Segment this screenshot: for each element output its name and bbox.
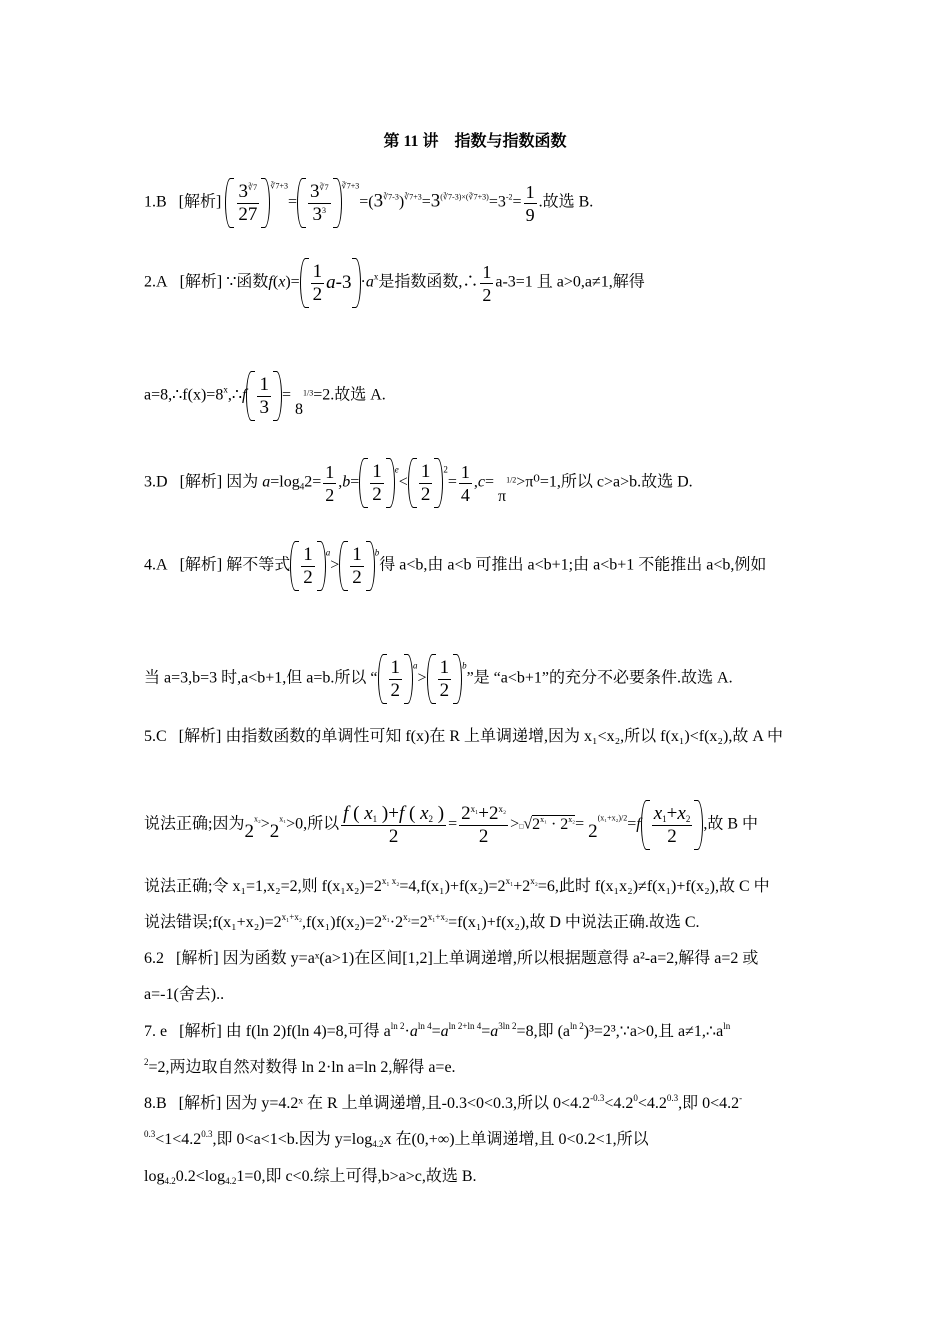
expr-paren: $\frac{3^{∛7}}{27}$ (225, 178, 270, 228)
answer-4-line-1: 4.A [解析] 解不等式 $\frac{1}{2}$ $^a$> $\frac{1}{2}$ $^b$得 a<b,由 a<b 可推出 a<b+1;由 a<b+1 不能推出 a<b,例如 (144, 541, 766, 591)
answer-8-line-1: 8.B [解析] 因为 y=4.2ˣ 在 R 上单调递增,且-0.3<0<0.3,所以 $0<4.2^{-0.3}<4.2^0<4.2^{0.3}$,即 0<4.2- (144, 1093, 743, 1112)
answer-7-line-1: 7. e [解析] 由 f(ln 2)f(ln 4)=8,可得 $a^{ln 2}\cdot a^{ln 4}=a^{ln 2+ln 4}=a^{3ln 2}=8$,即 $(a^{ln 2})^3=2^3,\because a>0$,且 $a\ne 1,\therefore a^{ln}$ (144, 1021, 731, 1040)
answer-5-line-3: 说法正确;令 x₁=1,x₂=2,则 $f(x_1x_2)=2^{x_1 x_2}=4,f(x_1)+f(x_2)=2^{x_1}+2^{x_2}=6$,此时 f(x₁x₂)≠f(x₁)+f(x₂),故 C 中 (144, 876, 770, 895)
answer-4-line-2: 当 a=3,b=3 时,a<b+1,但 a=b.所以 “ $\frac{1}{2}$ $^a$> $\frac{1}{2}$ $^b$”是 “a<b+1”的充分不必要条件.故选 A. (144, 654, 733, 704)
answer-2-line-1: 2.A [解析] ∵函数f(x)= $\frac{1}{2}$ a-3 $\cdot a^x$是指数函数,∴ $\frac{1}{2}$ a-3=1 且 a>0,a≠1,解得 (144, 258, 645, 308)
answer-7-line-2: $^2$=2,两边取自然对数得 ln 2·ln a=ln 2,解得 a=e. (144, 1057, 456, 1076)
page-title: 第 11 讲 指数与指数函数 (383, 133, 567, 150)
answer-label: 1.B (144, 193, 167, 211)
answer-6-line-2: a=-1(舍去).. (144, 986, 225, 1003)
answer-1: 1.B [解析] $\frac{3^{∛7}}{27}$ $^{∛7+3}$= $\frac{3^{∛7}}{3^3}$ $^{∛7+3}=(3^{∛7-3})^{∛7+3}=3^{(∛7-3)\times(∛7+3)}=3^{-2}=$ $\frac{1}{9}$ .故选 B. (144, 178, 593, 228)
analysis-tag: [解析] (178, 193, 222, 211)
answer-5-line-1: 5.C [解析] 由指数函数的单调性可知 f(x)在 R 上单调递增,因为 x₁<x₂,所以 f(x₁)<f(x₂),故 A 中 (144, 728, 784, 745)
answer-5-line-4: 说法错误$;f(x_1+x_2)=2^{x_1+x_2},f(x_1)f(x_2)=2^{x_1}\cdot 2^{x_2}=2^{x_1+x_2}=f(x_1)+f(x_2)$,故 D 中说法正确.故选 C. (144, 912, 700, 931)
answer-3: 3.D [解析] 因为 $a=\log_42=$ $\frac{1}{2}$ ,b= $\frac{1}{2}$ $^e$< $\frac{1}{2}$ $^2$= $\frac{1}{4}$ $,c= \pi^{1/2}>\pi^0=1$,所以 c>a>b.故选 D. (144, 458, 693, 508)
answer-8-line-2: $^{0.3}<1<4.2^{0.3}$,即 0<a<1<b.因为 $y=\log_{4.2}x$ 在(0,+∞)上单调递增,且 0<0.2<1,所以 (144, 1129, 649, 1149)
answer-2-line-2: $a=8,\therefore f(x)=8^x,\therefore f$ $\frac{1}{3}$ = $8^{1/3}=2$.故选 A. (144, 371, 386, 421)
answer-8-line-3: $\log_{4.2}0.2<\log_{4.2}1=0$,即 c<0.综上可得,b>a>c,故选 B. (144, 1168, 477, 1186)
answer-5-line-2: 说法正确;因为$2^{x_2}>2^{x_1}>0$,所以 $\frac{f ( x_1 )+f ( x_2 )}{2}$ = $\frac{2^{x_1}+2^{x_2}}{2}$ $>□√2^{x_1} \cdot 2^{x_2}= 2^{(x_1+x_2)/2}=f$ $\frac{x_1+x_2}{2}$ ,故 B 中 (144, 800, 758, 850)
answer-6-line-1: 6.2 [解析] 因为函数 y=aˣ(a>1)在区间[1,2]上单调递增,所以根据题意得 a²-a=2,解得 a=2 或 (144, 950, 759, 967)
